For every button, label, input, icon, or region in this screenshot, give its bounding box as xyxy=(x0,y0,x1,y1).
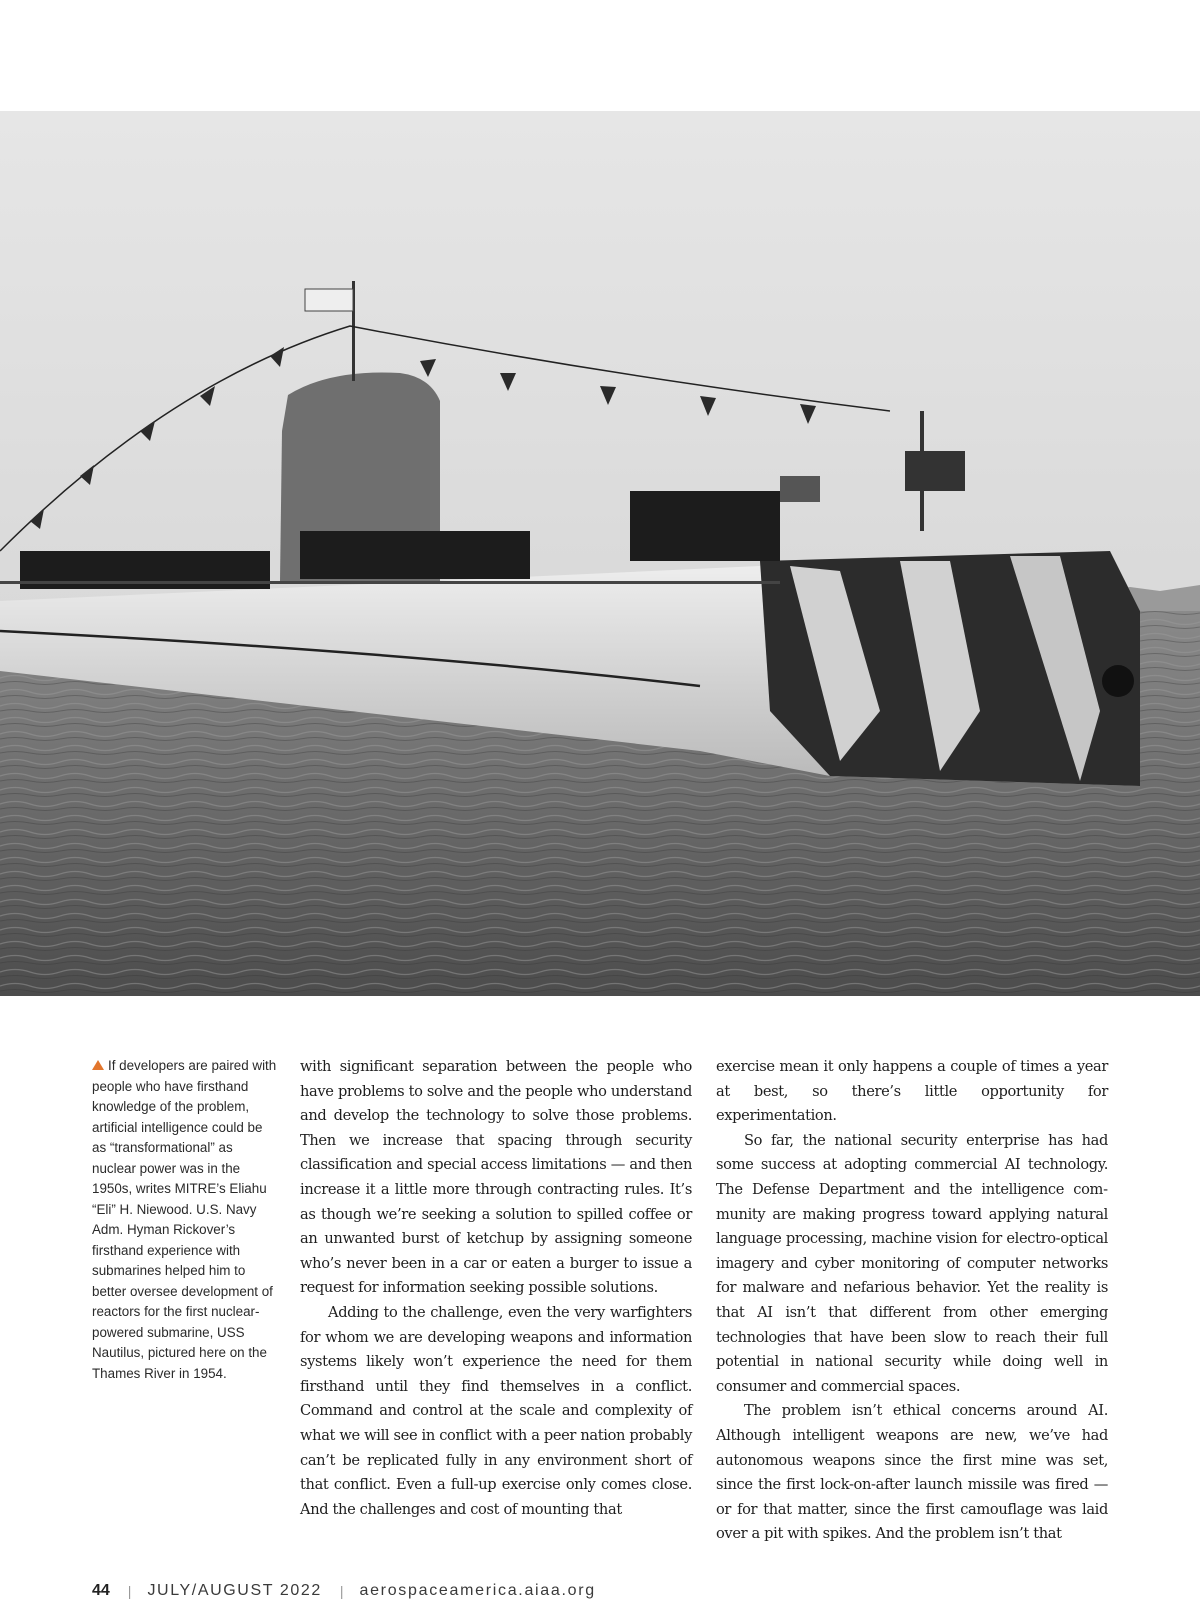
page-number: 44 xyxy=(92,1582,110,1599)
body-column-2 xyxy=(716,1055,1108,1547)
footer-separator: | xyxy=(339,1583,344,1599)
issue-date: JULY/AUGUST 2022 xyxy=(147,1582,322,1599)
paragraph: Adding to the challenge, even the very warfighters for whom we are developing weapons and information systems likely won’t experience the need for them firsthand until they find themselves in a conflict. Command and control at the scale and complexity of what we will see in conflict with a peer nation probably can’t be replicated fully in any environment short of that conflict. Even a full-up exercise only comes close. And the challenges and cost of mounting that xyxy=(300,1303,692,1518)
website-url: aerospaceamerica.aiaa.org xyxy=(359,1582,596,1599)
paragraph: So far, the national security enterprise has had some success at adopting commercial AI technology. The Defense Department and the intelligence community are making progress toward applying natural language processing, machine vision for electro-optical imagery and cyber monitoring of computer networks for malware and nefarious behavior. Yet the reality is that AI isn’t that different from other emerging technologies that have been slow to reach their full potential in national security while doing well in consumer and commercial spaces. xyxy=(716,1131,1108,1395)
caption-text: If developers are paired with people who have firsthand knowledge of the problem, artificial intelligence could be as “transformational” as nuclear power was in the 1950s, writes MITRE’s Eliahu “Eli” H. Niewood. U.S. Navy Adm. Hyman Rickover’s firsthand experience with submarines helped him to better oversee development of reactors for the first nuclear-powered submarine, USS Nautilus, pictured here on the Thames River in 1954. xyxy=(92,1058,277,1381)
paragraph: with significant separation between the people who have problems to solve and the people who understand and develop the technology to solve those problems. Then we increase that spacing through security classification and special access limitations — and then increase it a little more through contracting rules. It’s as though we’re seeking a solution to spilled coffee or an unwanted burst of ketchup by assigning someone who’s never been in a car or eaten a burger to issue a request for information seeking possible solutions. xyxy=(300,1058,692,1297)
page-footer xyxy=(92,1580,596,1602)
paragraph: The problem isn’t ethical concerns around AI. Although intelligent weapons are new, we’ve had autonomous weapons since the first mine was set, since the first lock-on-after launch missile was fired — or for that matter, since the first camouflage was laid over a pit with spikes. And the problem isn’t that xyxy=(716,1402,1108,1543)
footer-separator: | xyxy=(127,1583,132,1599)
submarine-photo xyxy=(0,111,1200,996)
submarine-photo-image xyxy=(0,111,1200,996)
paragraph: exercise mean it only happens a couple of times a year at best, so there’s little opportunity for experimentation. xyxy=(716,1058,1108,1125)
photo-caption xyxy=(92,1056,280,1384)
caption-marker-icon xyxy=(92,1060,104,1070)
body-column-1 xyxy=(300,1055,692,1522)
